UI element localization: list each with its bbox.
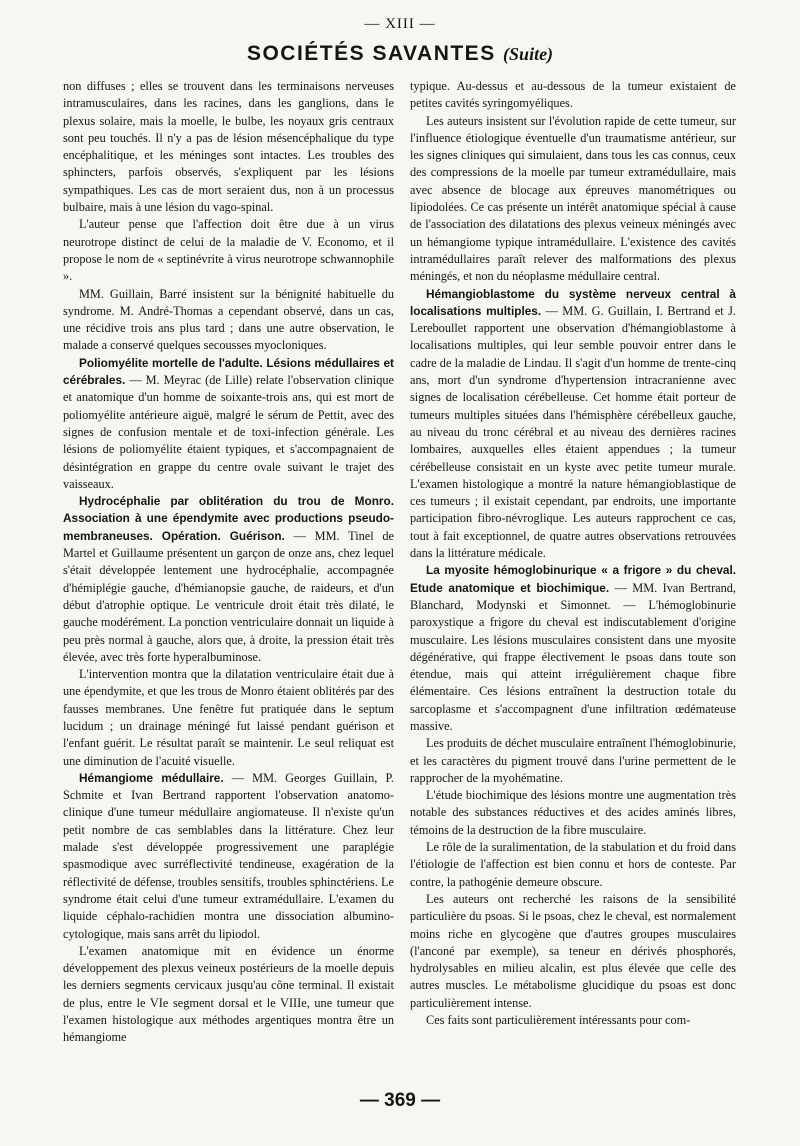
paragraph-text: MM. Guillain, Barré insistent sur la bénignité habituelle du syndrome. M. André-Thomas a cependant observé, dans un cas, une récidive trois ans plus tard ; dans une autre observation, le malade a conservé quelques secousses myocloniques.	[63, 286, 394, 353]
paragraph	[410, 113, 736, 286]
paragraph	[410, 735, 736, 787]
paragraph-text: Le rôle de la suralimentation, de la stabulation et du froid dans l'étiologie de l'affection est bien connu et hors de conteste. Par contre, la pathogénie demeure obscure.	[410, 840, 736, 889]
paragraph	[63, 78, 394, 216]
section-title-suffix: (Suite)	[503, 44, 554, 64]
paragraph-heading: Hémangioblastome du système nerveux central à localisations multiples.	[410, 286, 736, 318]
paragraph-text: L'étude biochimique des lésions montre une augmentation très notable des substances réductives et des acides aminés libres, témoins de la destruction de la fibre musculaire.	[410, 788, 736, 837]
paragraph-heading: Poliomyélite mortelle de l'adulte. Lésions médullaires et cérébrales.	[63, 355, 394, 388]
roman-page-number: — XIII —	[364, 16, 436, 32]
paragraph	[63, 286, 394, 355]
paragraph-text: Les auteurs insistent sur l'évolution rapide de cette tumeur, sur l'influence étiologique éventuelle d'un traumatisme antérieur, sur les signes cliniques qui simulaient, dans tous les cas connus, ceux des compressions de la moelle par tumeur extramédullaire, mais avec absence de blocage aux épreuves manométriques ou lipiodolées. Ce cas présente un intérêt anatomique spécial à cause de l'association des dilatations des plexus veineux méningés avec un hémangiome typique intramédullaire. L'existence des cavités intramédullaires paraît relever des malformations des plexus méningés, et non du néoplasme médullaire central.	[410, 113, 736, 284]
paragraph-heading: La myosite hémoglobinurique « a frigore » du cheval. Etude anatomique et biochimique.	[410, 563, 736, 595]
paragraph	[410, 891, 736, 1012]
paragraph	[410, 78, 736, 113]
paragraph	[410, 562, 736, 735]
paragraph	[63, 666, 394, 770]
paragraph-text: — MM. G. Guillain, I. Bertrand et J. Lereboullet rapportent une observation d'hémangioblastome à localisations multiples, qui leur semble pouvoir entrer dans le cadre de la maladie de Lindau. Il s'agit d'un homme de trente-cinq ans, mort d'un syndrome d'hypertension intracranienne avec signes de localisation cérébelleuse. Cet homme était porteur de tumeurs multiples situées dans l'hémisphère cérébelleux gauche, au niveau du tronc cérébral et au niveau des dernières racines lombaires, auxquelles elles étaient appendues ; la tumeur cérébelleuse consistait en un kyste avec petite tumeur murale. L'examen histologique a montré la nature hémangioblastique de ces tumeurs ; il existait cependant, par endroits, une importante participation fibro-névroglique. Les auteurs rapprochent ce cas, tout à fait exceptionnel, de quatre autres observations retrouvées dans la littérature médicale.	[410, 303, 736, 561]
paragraph-text: — MM. Ivan Bertrand, Blanchard, Modynski et Simonnet. — L'hémoglobinurie paroxystique a frigore du cheval est indiscutablement d'origine musculaire. Les lésions musculaires consistent dans une myosite dégénérative, qui frappe électivement le psoas dans toute son étendue, mais qui atteint irrégulièrement chaque fibre élémentaire. Ces lésions entraînent la destruction totale du sarcoplasme et s'accompagnent d'une infiltration œdémateuse massive.	[410, 580, 737, 733]
paragraph	[410, 286, 736, 563]
paragraph-heading: Hémangiome médullaire.	[79, 770, 224, 785]
paragraph	[63, 943, 394, 1047]
paragraph-text: Les produits de déchet musculaire entraînent l'hémoglobinurie, et les caractères du pigment trouvé dans l'urine permettent de le rapprocher de la myohématine.	[410, 736, 736, 785]
paragraph	[410, 787, 736, 839]
left-column	[63, 78, 394, 1047]
paragraph-text: typique. Au-dessus et au-dessous de la tumeur existaient de petites cavités syringomyéliques.	[410, 79, 736, 111]
paragraph-text: L'auteur pense que l'affection doit être due à un virus neurotrope distinct de celui de la maladie de V. Economo, et il propose le nom de « septinévrite à virus neurotrope schwannophile ».	[63, 217, 394, 284]
paragraph	[63, 770, 394, 943]
paragraph-heading: Hydrocéphalie par oblitération du trou de Monro. Association à une épendymite avec productions pseudo-membraneuses. Opération. Guérison.	[63, 494, 394, 543]
paragraph-text: Ces faits sont particulièrement intéressants pour com-	[426, 1013, 691, 1028]
page-number: — 369 —	[359, 1090, 441, 1111]
paragraph-text: L'examen anatomique mit en évidence un énorme développement des plexus veineux postérieurs de la moelle depuis les derniers segments cervicaux jusqu'au cône terminal. Il existait de plus, entre le VIe segment dorsal et le VIIIe, une tumeur que l'examen histologique aux méthodes argentiques montra être un hémangiome	[63, 943, 394, 1045]
paragraph	[410, 1012, 736, 1029]
section-title-text: SOCIÉTÉS SAVANTES	[246, 42, 496, 65]
paragraph	[410, 839, 736, 891]
right-column	[410, 78, 736, 1029]
paragraph-text: — M. Meyrac (de Lille) relate l'observation clinique et anatomique d'un homme de soixante-trois ans, qui est mort de poliomyélite antérieure aiguë, malgré le sérum de Pettit, avec des signes de confusion mentale et de toxi-infection générale. Les lésions de poliomyélite étaient typiques, et s'accompagnaient de désintégration en grappe du centre ovale suivant le trajet des vaisseaux.	[63, 373, 395, 491]
paragraph-text: non diffuses ; elles se trouvent dans les terminaisons nerveuses intramusculaires, dans les racines, dans les ganglions, dans le plexus solaire, mais la moelle, le bulbe, les noyaux gris centraux sont peu touchés. Il n'y a pas de lésion mésencéphalique du type encéphalitique, et les méninges sont intactes. Les troubles des sphincters, parfois observés, s'expliquent par les lésions sympathiques. Les cas de mort seraient dus, non à un processus bulbaire, mais à une lésion du vago-spinal.	[63, 79, 394, 215]
paragraph-text: L'intervention montra que la dilatation ventriculaire était due à une épendymite, et que les trous de Monro étaient oblitérés par des fausses membranes. Une fenêtre fut pratiquée dans le septum lucidum ; un drainage méningé fut laissé pendant guérison et l'enfant guérit. Le résultat paraît se maintenir. Le seul reliquat est une diminution de l'acuité visuelle.	[63, 667, 394, 768]
paragraph	[63, 216, 394, 285]
section-title	[0, 42, 800, 66]
paragraph	[63, 355, 394, 493]
paragraph	[63, 493, 394, 666]
paragraph-text: Les auteurs ont recherché les raisons de la sensibilité particulière du psoas. Si le psoas, chez le cheval, est normalement moins riche en glycogène que d'autres groupes musculaires (l'anconé par exemple), sa teneur en dérivés phosphorés, hydrolysables en milieu alcalin, est plus élevée que celle des autres muscles. Le métabolisme glucidique du psoas est donc particulièrement intense.	[410, 891, 736, 1010]
paragraph-text: — MM. Tinel de Martel et Guillaume présentent un garçon de onze ans, chez lequel s'était développée lentement une hydrocéphalie, accompagnée d'hémiplégie gauche, d'hémianopsie gauche, de raideurs, et d'un début d'atrophie optique. Le ventricule droit était très dilaté, le gauche modérément. La ponction ventriculaire donnait un liquide à peu près normal à gauche, alors que, à droite, la pression était très élevée, avec très forte hyperalbuminose.	[63, 528, 394, 664]
paragraph-text: — MM. Georges Guillain, P. Schmite et Ivan Bertrand rapportent l'observation anatomo-clinique d'une tumeur médullaire angiomateuse. Il n'existe qu'un petit nombre de cas semblables dans la littérature. Chez leur malade s'est développée progressivement une paraplégie spasmodique avec surréflectivité tendineuse, exagération de la réflectivité de défense, troubles sensitifs, troubles sphinctériens. Le syndrome était celui d'une tumeur extramédullaire. L'examen du liquide céphalo-rachidien montra une dissociation albumino-cytologique, mais sans arrêt du lipiodol.	[63, 770, 395, 941]
